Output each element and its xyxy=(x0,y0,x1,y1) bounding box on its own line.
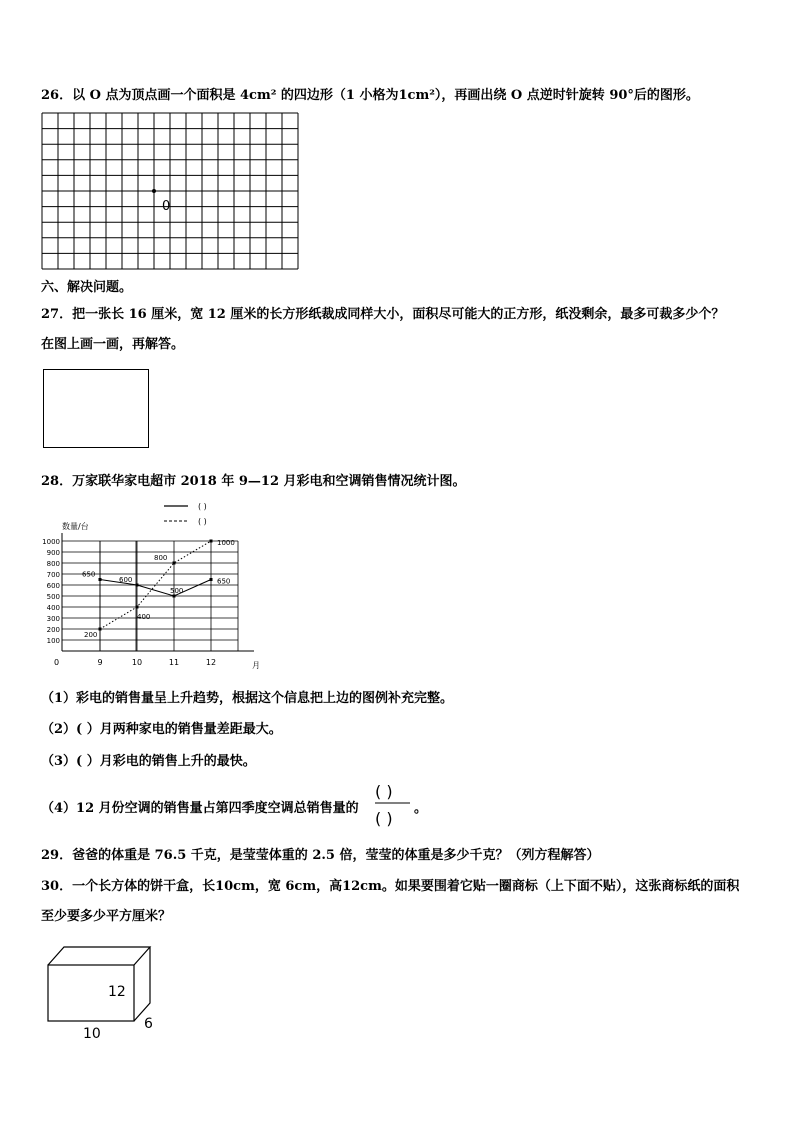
q29-text: 29．爸爸的体重是 76.5 千克，是莹莹体重的 2.5 倍，莹莹的体重是多少千克？（列方程解答） xyxy=(41,848,600,863)
point-o xyxy=(153,190,156,193)
y-tick-label: 900 xyxy=(46,549,60,557)
y-tick-label: 800 xyxy=(46,560,60,568)
q30-line2: 至少要多少平方厘米？ xyxy=(41,909,172,924)
q28-sub1: （1）彩电的销售量呈上升趋势，根据这个信息把上边的图例补充完整。 xyxy=(41,691,454,706)
y-axis-label: 数量/台 xyxy=(62,522,89,531)
length-label: 10 xyxy=(83,1026,101,1042)
series-point-solid xyxy=(210,578,213,581)
data-label-dashed: 200 xyxy=(84,631,98,639)
q28-sub3: （3）( ）月彩电的销售上升的最快。 xyxy=(41,754,256,769)
q27-line1: 27．把一张长 16 厘米，宽 12 厘米的长方形纸裁成同样大小，面积尽可能大的正方形，纸没剩余，最多可裁多少个？ xyxy=(41,307,725,322)
point-o-label: 0 xyxy=(162,199,171,214)
q30-cuboid xyxy=(38,940,168,1050)
y-tick-label: 600 xyxy=(46,582,60,590)
legend-dashed-label: ( ) xyxy=(198,517,207,526)
series-point-solid xyxy=(136,584,139,587)
q28-chart xyxy=(36,493,276,673)
y-tick-label: 200 xyxy=(46,626,60,634)
height-label: 12 xyxy=(108,984,126,1000)
origin-label: 0 xyxy=(54,658,60,667)
y-tick-label: 500 xyxy=(46,593,60,601)
data-label-dashed: 1000 xyxy=(217,539,235,547)
data-label-dashed: 800 xyxy=(154,554,168,562)
x-tick-label: 12 xyxy=(205,658,217,667)
q26-text: 26．以 O 点为顶点画一个面积是 4cm² 的四边形（1 小格为1cm²），再画出绕 O 点逆时针旋转 90°后的图形。 xyxy=(41,88,699,103)
fraction-numerator: ( ) xyxy=(375,782,393,801)
y-tick-label: 400 xyxy=(46,604,60,612)
y-tick-label: 700 xyxy=(46,571,60,579)
q28-sub4: （4）12 月份空调的销售量占第四季度空调总销售量的 xyxy=(41,801,359,816)
series-point-dashed xyxy=(173,562,176,565)
q28-sub2: （2）( ）月两种家电的销售量差距最大。 xyxy=(41,722,282,737)
series-point-dashed xyxy=(99,628,102,631)
x-tick-label: 11 xyxy=(168,658,180,667)
fraction-denominator: ( ) xyxy=(375,809,393,828)
data-label-dashed: 400 xyxy=(137,613,151,621)
q26-grid xyxy=(41,112,299,270)
series-point-solid xyxy=(99,578,102,581)
series-point-dashed xyxy=(136,606,139,609)
x-axis-label: 月 xyxy=(252,661,260,670)
width-label: 6 xyxy=(144,1016,153,1032)
fraction-blank xyxy=(374,780,412,828)
section-title: 六、解决问题。 xyxy=(41,280,133,295)
data-label-solid: 650 xyxy=(82,570,96,579)
q27-rectangle xyxy=(43,369,149,448)
q28-title: 28．万家联华家电超市 2018 年 9—12 月彩电和空调销售情况统计图。 xyxy=(41,474,466,489)
legend-solid-label: ( ) xyxy=(198,502,207,511)
data-label-solid: 600 xyxy=(119,576,133,584)
y-tick-label: 300 xyxy=(46,615,60,623)
x-tick-label: 9 xyxy=(97,658,103,667)
series-line-solid xyxy=(100,580,211,597)
q30-line1: 30．一个长方体的饼干盒，长10cm，宽 6cm，高12cm。如果要围着它贴一圈商标（上下面不贴），这张商标纸的面积 xyxy=(41,879,740,894)
data-label-solid: 650 xyxy=(217,577,231,586)
q28-sub4-end: 。 xyxy=(414,801,428,816)
y-tick-label: 1000 xyxy=(42,538,60,546)
y-tick-label: 100 xyxy=(46,637,60,645)
x-tick-label: 10 xyxy=(131,658,143,667)
data-label-solid: 500 xyxy=(170,587,184,595)
series-point-dashed xyxy=(210,540,213,543)
q27-line2: 在图上画一画，再解答。 xyxy=(41,337,185,352)
